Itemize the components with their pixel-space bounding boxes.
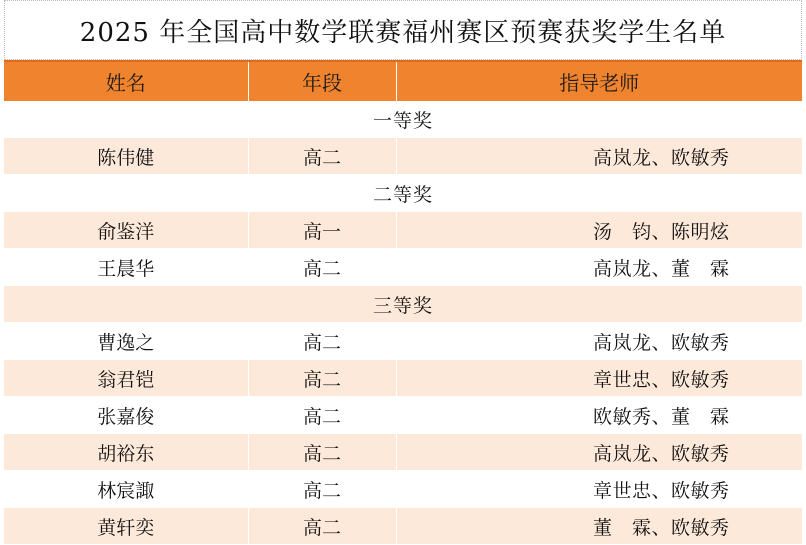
student-teacher: 高岚龙、欧敏秀 xyxy=(396,138,802,175)
student-teacher: 高岚龙、欧敏秀 xyxy=(396,434,802,471)
student-grade: 高一 xyxy=(248,212,396,249)
table-body xyxy=(4,101,802,545)
table-row xyxy=(4,249,802,286)
student-grade: 高二 xyxy=(248,434,396,471)
table-row xyxy=(4,434,802,471)
student-name: 王晨华 xyxy=(4,249,248,286)
section-label: 二等奖 xyxy=(4,175,802,212)
section-row xyxy=(4,175,802,212)
column-header-name: 姓名 xyxy=(4,61,248,101)
student-name: 俞鉴洋 xyxy=(4,212,248,249)
student-name: 陈伟健 xyxy=(4,138,248,175)
student-name: 胡裕东 xyxy=(4,434,248,471)
student-name: 曹逸之 xyxy=(4,323,248,360)
student-grade: 高二 xyxy=(248,471,396,508)
student-name: 林宸諏 xyxy=(4,471,248,508)
award-table xyxy=(4,60,802,545)
table-row xyxy=(4,323,802,360)
student-grade: 高二 xyxy=(248,360,396,397)
student-grade: 高二 xyxy=(248,508,396,545)
table-row xyxy=(4,212,802,249)
table-header xyxy=(4,61,802,101)
column-header-grade: 年段 xyxy=(248,61,396,101)
column-header-teacher: 指导老师 xyxy=(396,61,802,101)
student-grade: 高二 xyxy=(248,323,396,360)
section-row xyxy=(4,101,802,138)
student-teacher: 章世忠、欧敏秀 xyxy=(396,471,802,508)
student-teacher: 高岚龙、欧敏秀 xyxy=(396,323,802,360)
table-row xyxy=(4,397,802,434)
table-row xyxy=(4,360,802,397)
page-title: 2025 年全国高中数学联赛福州赛区预赛获奖学生名单 xyxy=(4,0,802,60)
student-teacher: 汤 钧、陈明炫 xyxy=(396,212,802,249)
student-grade: 高二 xyxy=(248,397,396,434)
student-name: 张嘉俊 xyxy=(4,397,248,434)
student-name: 翁君铠 xyxy=(4,360,248,397)
student-teacher: 章世忠、欧敏秀 xyxy=(396,360,802,397)
student-teacher: 董 霖、欧敏秀 xyxy=(396,508,802,545)
student-teacher: 高岚龙、董 霖 xyxy=(396,249,802,286)
student-grade: 高二 xyxy=(248,138,396,175)
table-row xyxy=(4,508,802,545)
student-teacher: 欧敏秀、董 霖 xyxy=(396,397,802,434)
student-name: 黄轩奕 xyxy=(4,508,248,545)
section-label: 三等奖 xyxy=(4,286,802,323)
table-row xyxy=(4,471,802,508)
section-row xyxy=(4,286,802,323)
table-row xyxy=(4,138,802,175)
student-grade: 高二 xyxy=(248,249,396,286)
section-label: 一等奖 xyxy=(4,101,802,138)
